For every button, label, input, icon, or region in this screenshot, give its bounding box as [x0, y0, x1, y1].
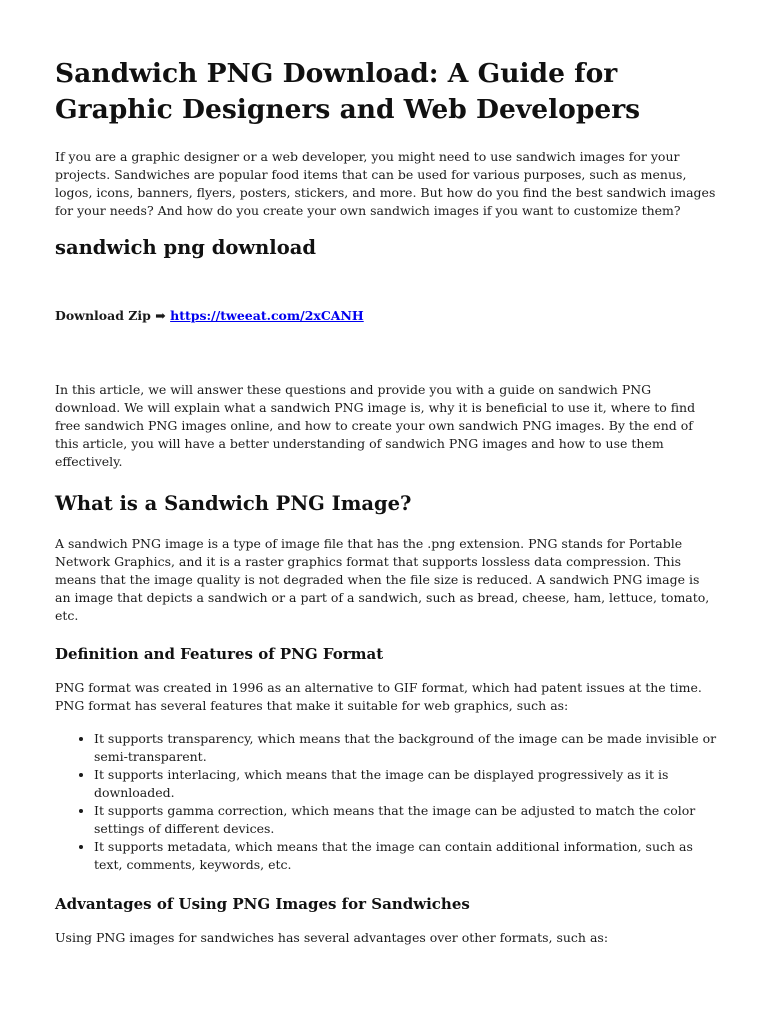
page-title: Sandwich PNG Download: A Guide for Graphic Designers and Web Developers: [55, 58, 641, 125]
list-item: • It supports gamma correction, which means that the image can be adjusted to match the color settings of different devices.: [94, 802, 717, 838]
list-item: • It supports metadata, which means that the image can contain additional information, such as text, comments, keywords, etc.: [94, 838, 717, 874]
definition-heading: Definition and Features of PNG Format: [55, 645, 384, 663]
download-line: [55, 307, 717, 325]
download-heading: sandwich png download: [55, 236, 316, 259]
download-label: Download Zip: [55, 308, 151, 323]
advantages-paragraph: Using PNG images for sandwiches has several advantages over other formats, such as:: [55, 930, 609, 945]
document-page: [55, 56, 717, 947]
list-item: • It supports interlacing, which means that the image can be displayed progressively as it is downloaded.: [94, 766, 717, 802]
features-list: [55, 730, 717, 874]
download-link[interactable]: https://tweeat.com/2xCANH: [170, 308, 364, 323]
what-is-heading: What is a Sandwich PNG Image?: [55, 492, 412, 515]
what-is-paragraph: A sandwich PNG image is a type of image file that has the .png extension. PNG stands for Portable Network Graphics, and it is a raster graphics format that supports lossless data compression. This means that the image quality is not degraded when the file size is reduced. A sandwich PNG image is an image that depicts a sandwich or a part of a sandwich, such as bread, cheese, ham, lettuce, tomato, etc.: [55, 536, 710, 623]
definition-paragraph: PNG format was created in 1996 as an alternative to GIF format, which had patent issues at the time. PNG format has several features that make it suitable for web graphics, such as:: [55, 680, 702, 713]
arrow-icon: ➡: [155, 308, 166, 323]
intro-paragraph: If you are a graphic designer or a web developer, you might need to use sandwich images for your projects. Sandwiches are popular food items that can be used for various purposes, such as menus, logos, icons, banners, flyers, posters, stickers, and more. But how do you find the best sandwich images for your needs? And how do you create your own sandwich images if you want to customize them?: [55, 149, 716, 218]
advantages-heading: Advantages of Using PNG Images for Sandwiches: [55, 895, 470, 913]
list-item: • It supports transparency, which means that the background of the image can be made invisible or semi-transparent.: [94, 730, 717, 766]
article-intro-paragraph: In this article, we will answer these questions and provide you with a guide on sandwich PNG download. We will explain what a sandwich PNG image is, why it is beneficial to use it, where to find free sandwich PNG images online, and how to create your own sandwich PNG images. By the end of this article, you will have a better understanding of sandwich PNG images and how to use them effectively.: [55, 382, 696, 469]
